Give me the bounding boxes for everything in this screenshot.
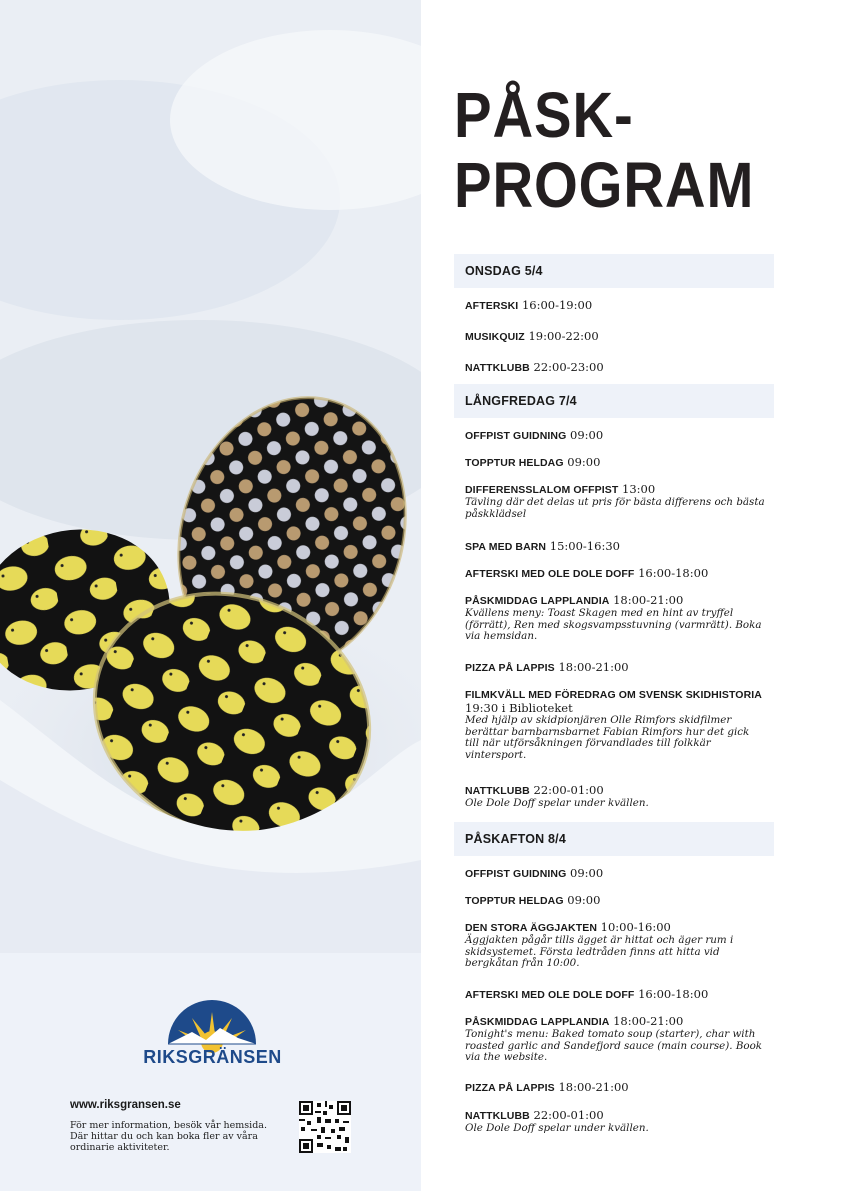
- event-item: [465, 784, 765, 810]
- event-time: 15:00-16:30: [549, 539, 620, 553]
- event-description: Kvällens meny: Toast Skagen med en hint av tryffel (förrätt), Ren med skogsvampsstuvning (varmrätt). Boka via hemsidan.: [465, 607, 762, 643]
- title-line-1: PÅSK-: [454, 79, 634, 151]
- day-label: LÅNGFREDAG 7/4: [465, 394, 577, 408]
- event-item: [465, 661, 765, 675]
- event-item: [465, 361, 765, 375]
- easter-eggs-photo: [0, 0, 421, 953]
- event-time: 22:00-23:00: [533, 360, 604, 374]
- event-description: Ole Dole Doff spelar under kvällen.: [465, 797, 649, 809]
- event-item: [465, 1109, 765, 1135]
- event-time: 09:00: [570, 866, 604, 880]
- event-item: [465, 540, 765, 554]
- event-time: 18:00-21:00: [613, 1014, 684, 1028]
- event-item: [465, 921, 765, 970]
- event-subtitle: 19:30 i Biblioteket: [465, 701, 573, 715]
- event-name: DEN STORA ÄGGJAKTEN: [465, 922, 597, 934]
- eggs-in-snow-image: [0, 0, 421, 953]
- event-description: Med hjälp av skidpionjären Olle Rimfors skidfilmer berättar barnbarnsbarnet Fabian Rimfors hur det gick till när utförsåkningen förvandlades till folkkär vintersport.: [465, 714, 750, 761]
- event-item: [465, 1081, 765, 1095]
- event-name: AFTERSKI MED OLE DOLE DOFF: [465, 989, 635, 1001]
- event-name: AFTERSKI MED OLE DOLE DOFF: [465, 568, 635, 580]
- event-name: AFTERSKI: [465, 300, 519, 312]
- title-line-2: PROGRAM: [454, 149, 755, 221]
- event-time: 16:00-19:00: [521, 298, 593, 312]
- event-item: [465, 483, 765, 520]
- event-item: [465, 1015, 765, 1064]
- event-name: MUSIKQUIZ: [465, 331, 525, 343]
- event-item: [465, 456, 765, 470]
- event-item: [465, 567, 765, 581]
- event-time: 18:00-21:00: [558, 1080, 629, 1094]
- day-header-langfredag: [454, 384, 774, 418]
- event-name: NATTKLUBB: [465, 1110, 530, 1122]
- event-time: 18:00-21:00: [613, 593, 684, 607]
- brand-name: RIKSGRÄNSEN: [143, 1047, 282, 1067]
- event-time: 09:00: [567, 893, 601, 907]
- event-name: OFFPIST GUIDNING: [465, 868, 567, 880]
- event-item: [465, 330, 765, 344]
- website-link[interactable]: www.riksgransen.se: [70, 1099, 181, 1111]
- event-item: [465, 988, 765, 1002]
- event-item: [465, 299, 765, 313]
- event-name: NATTKLUBB: [465, 362, 530, 374]
- event-description: Ole Dole Doff spelar under kvällen.: [465, 1122, 649, 1134]
- event-item: [465, 688, 765, 761]
- event-name: PIZZA PÅ LAPPIS: [465, 662, 555, 674]
- event-name: PIZZA PÅ LAPPIS: [465, 1082, 555, 1094]
- event-time: 16:00-18:00: [638, 987, 709, 1001]
- event-time: 22:00-01:00: [533, 1108, 604, 1122]
- event-time: 16:00-18:00: [638, 566, 709, 580]
- event-time: 18:00-21:00: [558, 660, 629, 674]
- event-name: SPA MED BARN: [465, 541, 547, 553]
- event-time: 10:00-16:00: [600, 920, 671, 934]
- event-item: [465, 429, 765, 443]
- event-name: FILMKVÄLL MED FÖREDRAG OM SVENSK SKIDHISTORIA: [465, 689, 762, 701]
- event-description: Tävling där det delas ut pris för bästa differens och bästa påskklädsel: [465, 496, 765, 520]
- event-name: TOPPTUR HELDAG: [465, 457, 564, 469]
- event-time: 19:00-22:00: [528, 329, 599, 343]
- day-label: PÅSKAFTON 8/4: [465, 832, 567, 846]
- event-description: Äggjakten pågår tills ägget är hittat och äger rum i skidsystemet. Första ledtråden finns att hitta vid bergkåtan från 10:00.: [465, 934, 734, 970]
- event-item: [465, 594, 765, 643]
- qr-code-icon[interactable]: [299, 1101, 351, 1153]
- event-time: 09:00: [567, 455, 601, 469]
- event-time: 13:00: [622, 482, 656, 496]
- event-item: [465, 867, 765, 881]
- event-time: 09:00: [570, 428, 604, 442]
- event-name: DIFFERENSSLALOM OFFPIST: [465, 484, 619, 496]
- event-name: PÅSKMIDDAG LAPPLANDIA: [465, 1016, 610, 1028]
- footer-info-text: För mer information, besök vår hemsida. Där hittar du och kan boka fler av våra ordinarie aktiviteter.: [70, 1120, 267, 1153]
- page-title: [454, 80, 754, 220]
- event-time: 22:00-01:00: [533, 783, 604, 797]
- event-name: TOPPTUR HELDAG: [465, 895, 564, 907]
- event-name: NATTKLUBB: [465, 785, 530, 797]
- event-name: PÅSKMIDDAG LAPPLANDIA: [465, 595, 610, 607]
- day-header-paskafton: [454, 822, 774, 856]
- event-name: OFFPIST GUIDNING: [465, 430, 567, 442]
- day-label: ONSDAG 5/4: [465, 264, 543, 278]
- event-item: [465, 894, 765, 908]
- day-header-onsdag: [454, 254, 774, 288]
- event-description: Tonight's menu: Baked tomato soup (starter), char with roasted garlic and Sandefjord sauce (main course). Book via the website.: [465, 1028, 763, 1064]
